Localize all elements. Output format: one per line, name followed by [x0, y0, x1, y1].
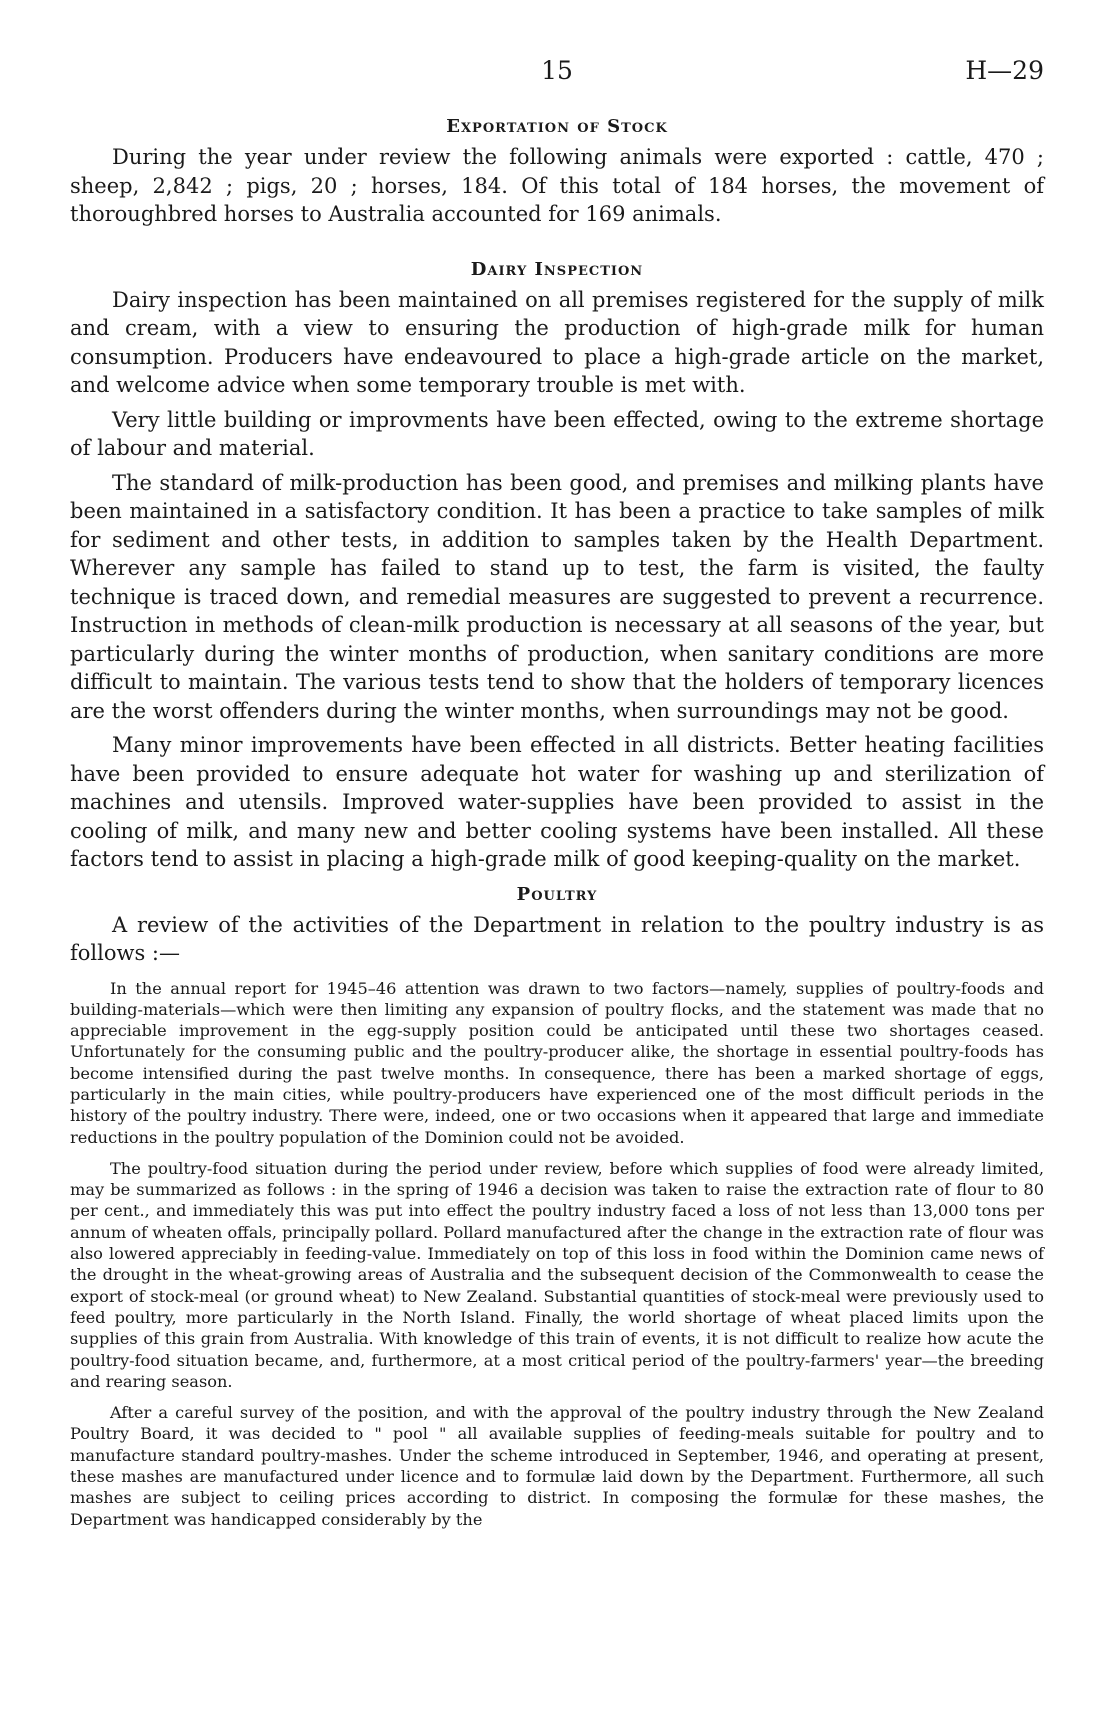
dairy-paragraph: The standard of milk-production has been good, and premises and milking plants have been maintained in a satisfactory condition. It has been a practice to take samples of milk for sediment and other tests, in addition to samples taken by the Health Department. Wherever any sample has failed to stand up to test, the farm is visited, the faulty technique is traced down, and remedial measures are suggested to prevent a recurrence. Instruction in methods of clean-milk production is necessary at all seasons of the year, but particularly during the winter months of production, when sanitary conditions are more difficult to maintain. The various tests tend to show that the holders of temporary licences are the worst offenders during the winter months, when surroundings may not be good.	[70, 470, 1044, 723]
section-heading-poultry: Poultry	[516, 883, 598, 905]
dairy-paragraph: Many minor improvements have been effected in all districts. Better heating facilities have been provided to ensure adequate hot water for washing up and sterilization of machines and utensils. Improved water-supplies have been provided to assist in the cooling of milk, and many new and better cooling systems have been installed. All these factors tend to assist in placing a high-grade milk of good keeping-quality on the market.	[70, 733, 1044, 871]
page-header	[70, 56, 1044, 98]
poultry-paragraph: In the annual report for 1945–46 attention was drawn to two factors—namely, supplies of poultry-foods and building-materials—which were then limiting any expansion of poultry flocks, and the statement was made that no appreciable improvement in the egg-supply position could be anticipated until these two shortages ceased. Unfortunately for the consuming public and the poultry-producer alike, the shortage in essential poultry-foods has become intensified during the past twelve months. In consequence, there has been a marked shortage of eggs, particularly in the main cities, while poultry-producers have experienced one of the most difficult periods in the history of the poultry industry. There were, indeed, one or two occasions when it appeared that large and immediate reductions in the poultry population of the Dominion could not be avoided.	[70, 978, 1044, 1147]
dairy-paragraph: Dairy inspection has been maintained on all premises registered for the supply of milk and cream, with a view to ensuring the production of high-grade milk for human consumption. Producers have endeavoured to place a high-grade article on the market, and welcome advice when some temporary trouble is met with.	[70, 287, 1044, 397]
section-heading-dairy: Dairy Inspection	[470, 258, 644, 280]
poultry-intro: A review of the activities of the Department in relation to the poultry industry is as follows :—	[70, 912, 1044, 965]
page-number: 15	[541, 56, 573, 85]
dairy-paragraph: Very little building or improvments have been effected, owing to the extreme shortage of labour and material.	[70, 407, 1044, 460]
document-reference: H—29	[965, 56, 1044, 85]
poultry-paragraph: The poultry-food situation during the period under review, before which supplies of food were already limited, may be summarized as follows : in the spring of 1946 a decision was taken to raise the extraction rate of flour to 80 per cent., and immediately this was put into effect the poultry industry faced a loss of not less than 13,000 tons per annum of wheaten offals, principally pollard. Pollard manufactured after the change in the extraction rate of flour was also lowered appreciably in feeding-value. Immediately on top of this loss in food within the Dominion came news of the drought in the wheat-growing areas of Australia and the subsequent decision of the Commonwealth to cease the export of stock-meal (or ground wheat) to New Zealand. Substantial quantities of stock-meal were previously used to feed poultry, more particularly in the North Island. Finally, the world shortage of wheat placed limits upon the supplies of this grain from Australia. With knowledge of this train of events, it is not difficult to realize how acute the poultry-food situation became, and, furthermore, at a most critical period of the poultry-farmers' year—the breeding and rearing season.	[70, 1158, 1044, 1391]
poultry-paragraph: After a careful survey of the position, and with the approval of the poultry industry through the New Zealand Poultry Board, it was decided to " pool " all available supplies of feeding-meals suitable for poultry and to manufacture standard poultry-mashes. Under the scheme introduced in September, 1946, and operating at present, these mashes are manufactured under licence and to formulæ laid down by the Department. Furthermore, all such mashes are subject to ceiling prices according to district. In composing the formulæ for these mashes, the Department was handicapped considerably by the	[70, 1403, 1044, 1529]
section-heading-exportation: Exportation of Stock	[446, 116, 668, 137]
exportation-paragraph: During the year under review the following animals were exported : cattle, 470 ; sheep, 2,842 ; pigs, 20 ; horses, 184. Of this total of 184 horses, the movement of thoroughbred horses to Australia accounted for 169 animals.	[70, 145, 1044, 226]
